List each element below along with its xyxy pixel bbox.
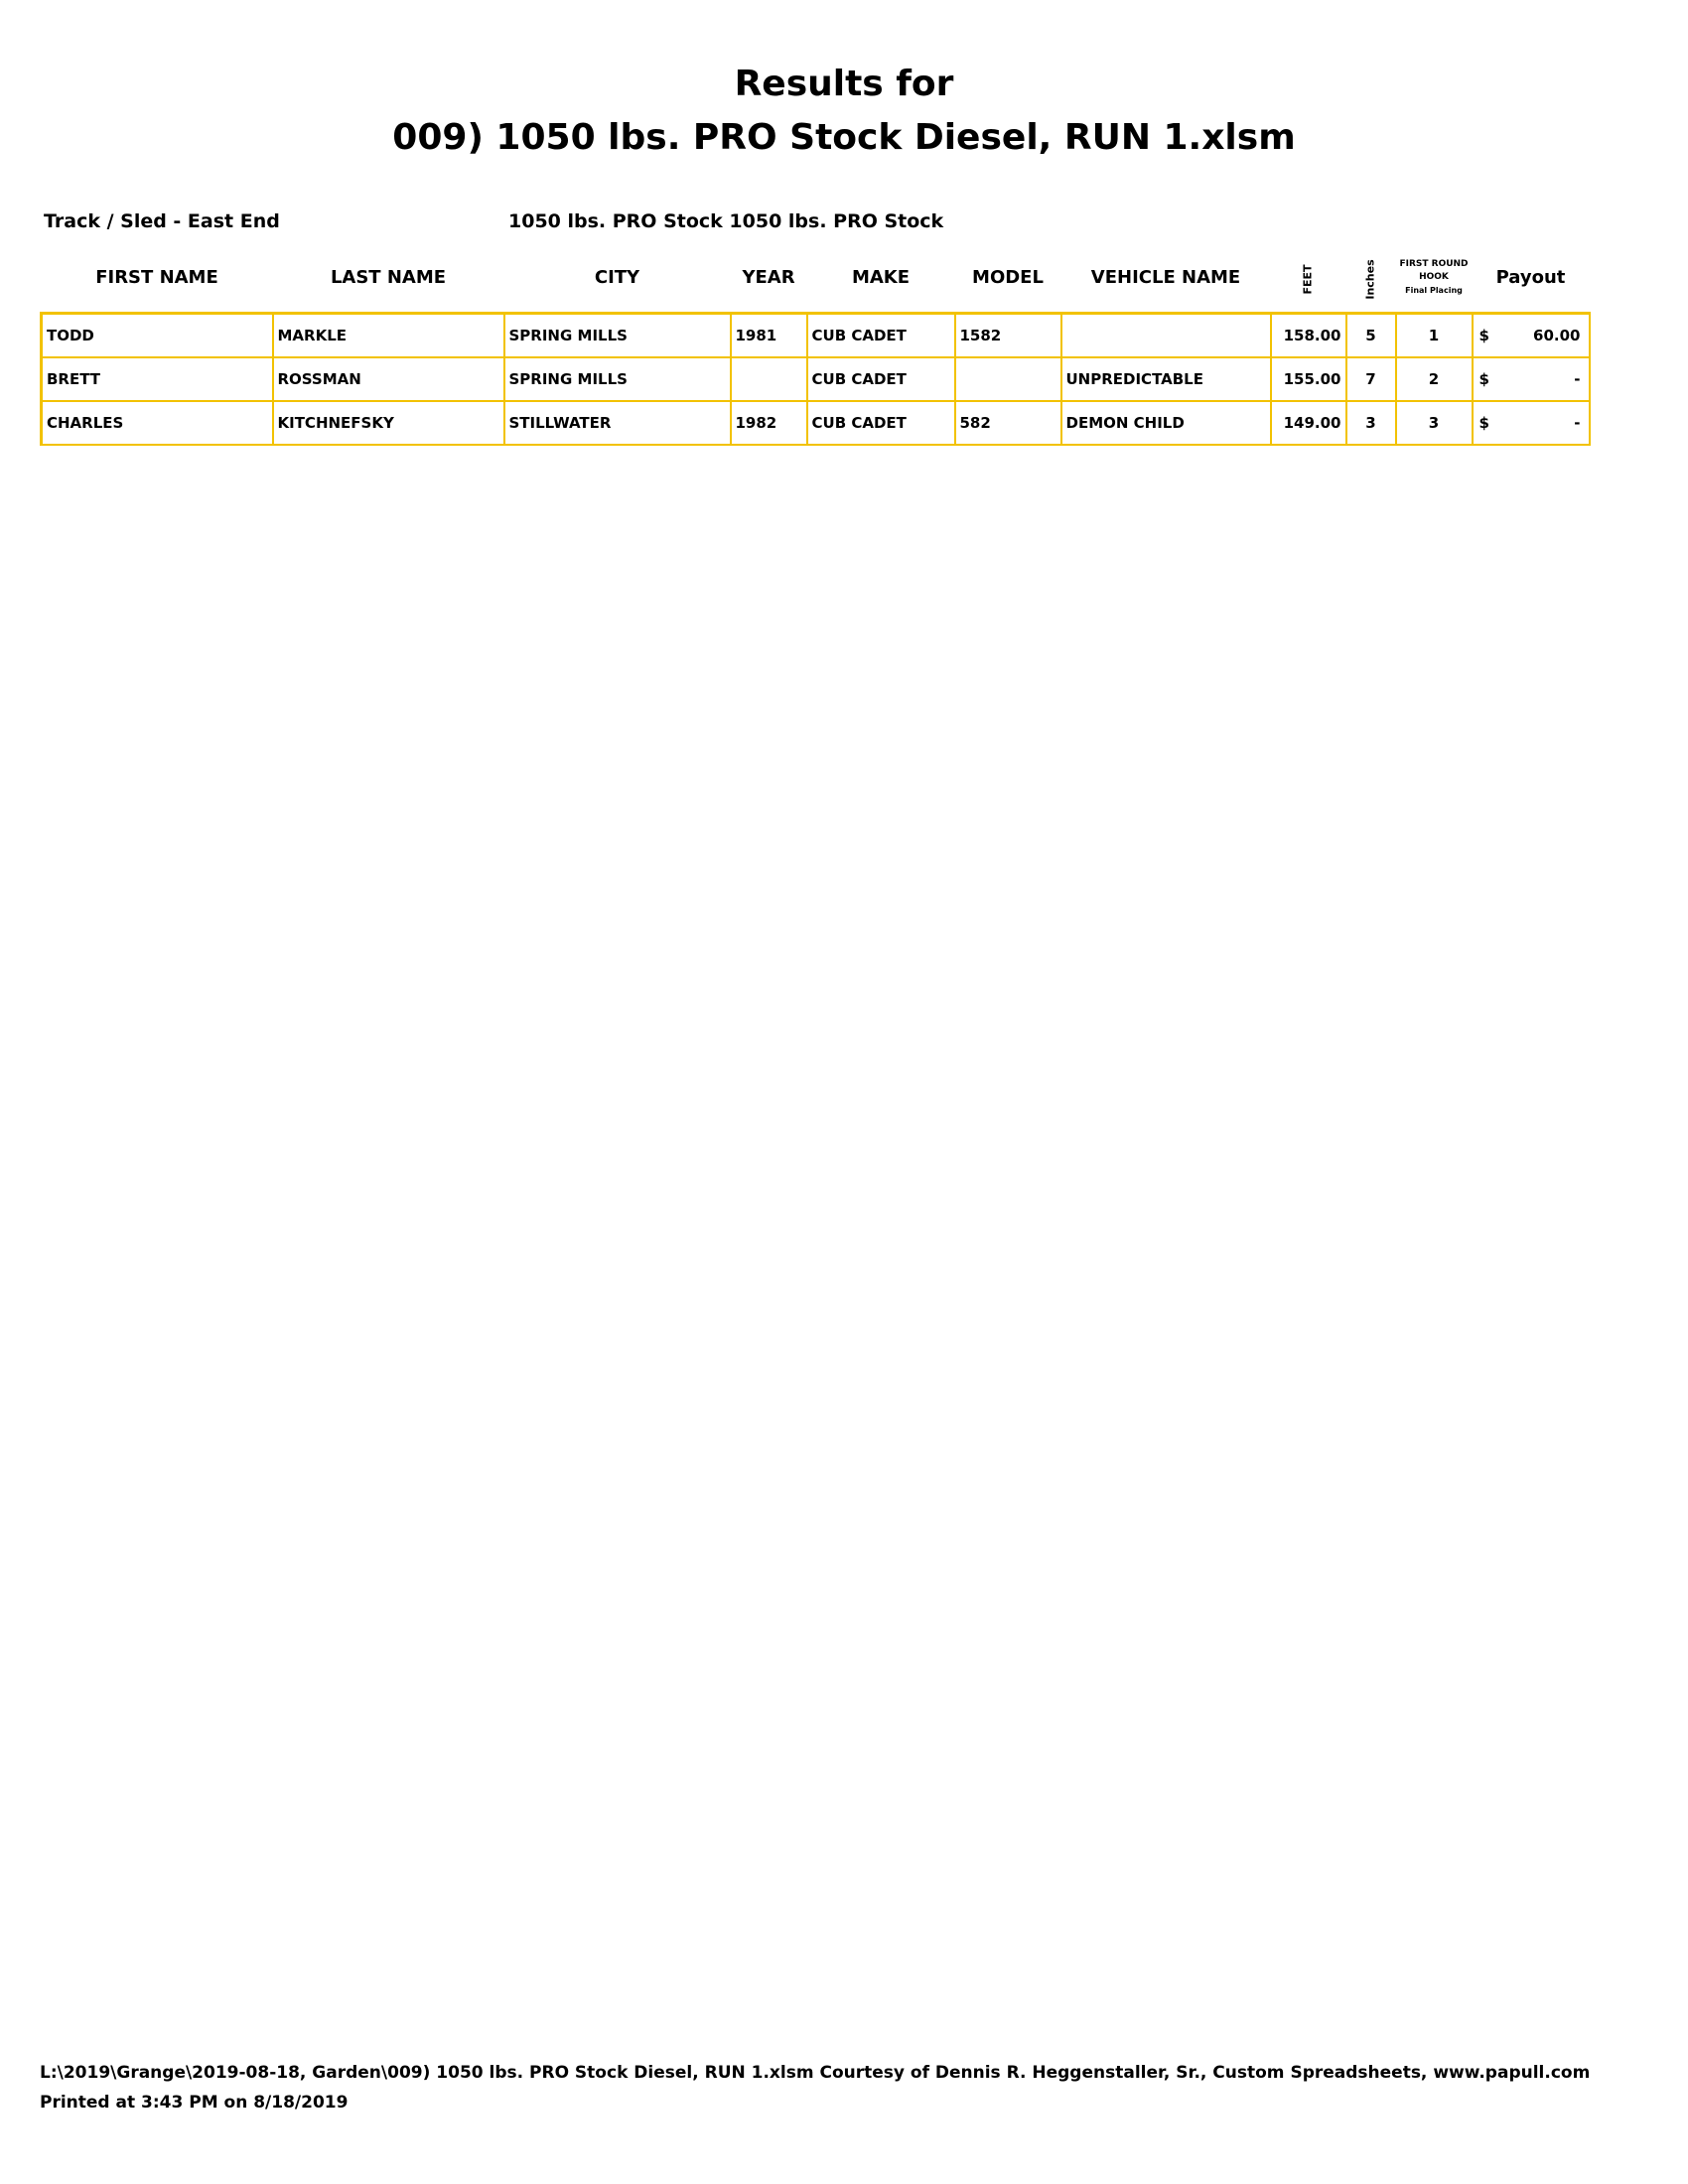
col-model: MODEL xyxy=(972,266,1044,288)
footer-printed-at: Printed at 3:43 PM on 8/18/2019 xyxy=(40,2093,349,2113)
col-inches xyxy=(1346,242,1396,314)
hook-label-2: HOOK xyxy=(1419,271,1449,282)
cell-place: 2 xyxy=(1396,357,1473,401)
col-city: CITY xyxy=(594,266,640,288)
payout-value: - xyxy=(1574,414,1581,432)
cell-city: STILLWATER xyxy=(504,401,731,445)
table-row xyxy=(42,401,1590,445)
cell-city: SPRING MILLS xyxy=(504,314,731,358)
cell-first-name: BRETT xyxy=(42,357,273,401)
cell-feet: 158.00 xyxy=(1271,314,1346,358)
cell-vehicle-name xyxy=(1061,314,1271,358)
currency-symbol: $ xyxy=(1478,414,1489,432)
cell-make: CUB CADET xyxy=(807,401,955,445)
col-vehicle-name: VEHICLE NAME xyxy=(1090,266,1241,288)
cell-place: 3 xyxy=(1396,401,1473,445)
cell-inches: 7 xyxy=(1346,357,1396,401)
cell-feet: 155.00 xyxy=(1271,357,1346,401)
cell-year: 1982 xyxy=(731,401,807,445)
cell-payout xyxy=(1473,357,1590,401)
report-title: Results for xyxy=(734,64,954,104)
cell-inches: 5 xyxy=(1346,314,1396,358)
results-table xyxy=(40,242,1591,446)
col-feet xyxy=(1271,242,1346,314)
cell-model: 582 xyxy=(955,401,1061,445)
cell-make: CUB CADET xyxy=(807,357,955,401)
cell-vehicle-name: UNPREDICTABLE xyxy=(1061,357,1271,401)
cell-last-name: ROSSMAN xyxy=(273,357,504,401)
feet-label: FEET xyxy=(1301,263,1315,295)
table-row xyxy=(42,314,1590,358)
col-year: YEAR xyxy=(742,266,795,288)
cell-place: 1 xyxy=(1396,314,1473,358)
cell-payout xyxy=(1473,401,1590,445)
cell-last-name: MARKLE xyxy=(273,314,504,358)
report-subtitle: 009) 1050 lbs. PRO Stock Diesel, RUN 1.xlsm xyxy=(392,117,1296,158)
class-label: 1050 lbs. PRO Stock 1050 lbs. PRO Stock xyxy=(508,210,944,232)
cell-inches: 3 xyxy=(1346,401,1396,445)
hook-label-1: FIRST ROUND xyxy=(1399,258,1469,269)
inches-label: Inches xyxy=(1363,258,1377,300)
cell-last-name: KITCHNEFSKY xyxy=(273,401,504,445)
cell-vehicle-name: DEMON CHILD xyxy=(1061,401,1271,445)
cell-year xyxy=(731,357,807,401)
payout-value: - xyxy=(1574,370,1581,388)
cell-city: SPRING MILLS xyxy=(504,357,731,401)
col-make: MAKE xyxy=(851,266,911,288)
cell-first-name: CHARLES xyxy=(42,401,273,445)
table-row xyxy=(42,357,1590,401)
cell-feet: 149.00 xyxy=(1271,401,1346,445)
cell-model: 1582 xyxy=(955,314,1061,358)
col-first-name: FIRST NAME xyxy=(95,266,218,288)
cell-first-name: TODD xyxy=(42,314,273,358)
track-label: Track / Sled - East End xyxy=(44,210,280,232)
payout-value: 60.00 xyxy=(1533,327,1581,344)
currency-symbol: $ xyxy=(1478,327,1489,344)
currency-symbol: $ xyxy=(1478,370,1489,388)
col-last-name: LAST NAME xyxy=(330,266,447,288)
cell-make: CUB CADET xyxy=(807,314,955,358)
col-hook xyxy=(1396,242,1473,314)
col-payout: Payout xyxy=(1495,266,1566,288)
cell-payout xyxy=(1473,314,1590,358)
header-row xyxy=(42,242,1590,314)
cell-year: 1981 xyxy=(731,314,807,358)
footer-file-path: L:\2019\Grange\2019-08-18, Garden\009) 1050 lbs. PRO Stock Diesel, RUN 1.xlsm Courtesy of Dennis R. Heggenstaller, Sr., Custom Spreadsheets, www.papull.com xyxy=(40,2063,1591,2083)
cell-model xyxy=(955,357,1061,401)
hook-label-3: Final Placing xyxy=(1405,285,1463,295)
